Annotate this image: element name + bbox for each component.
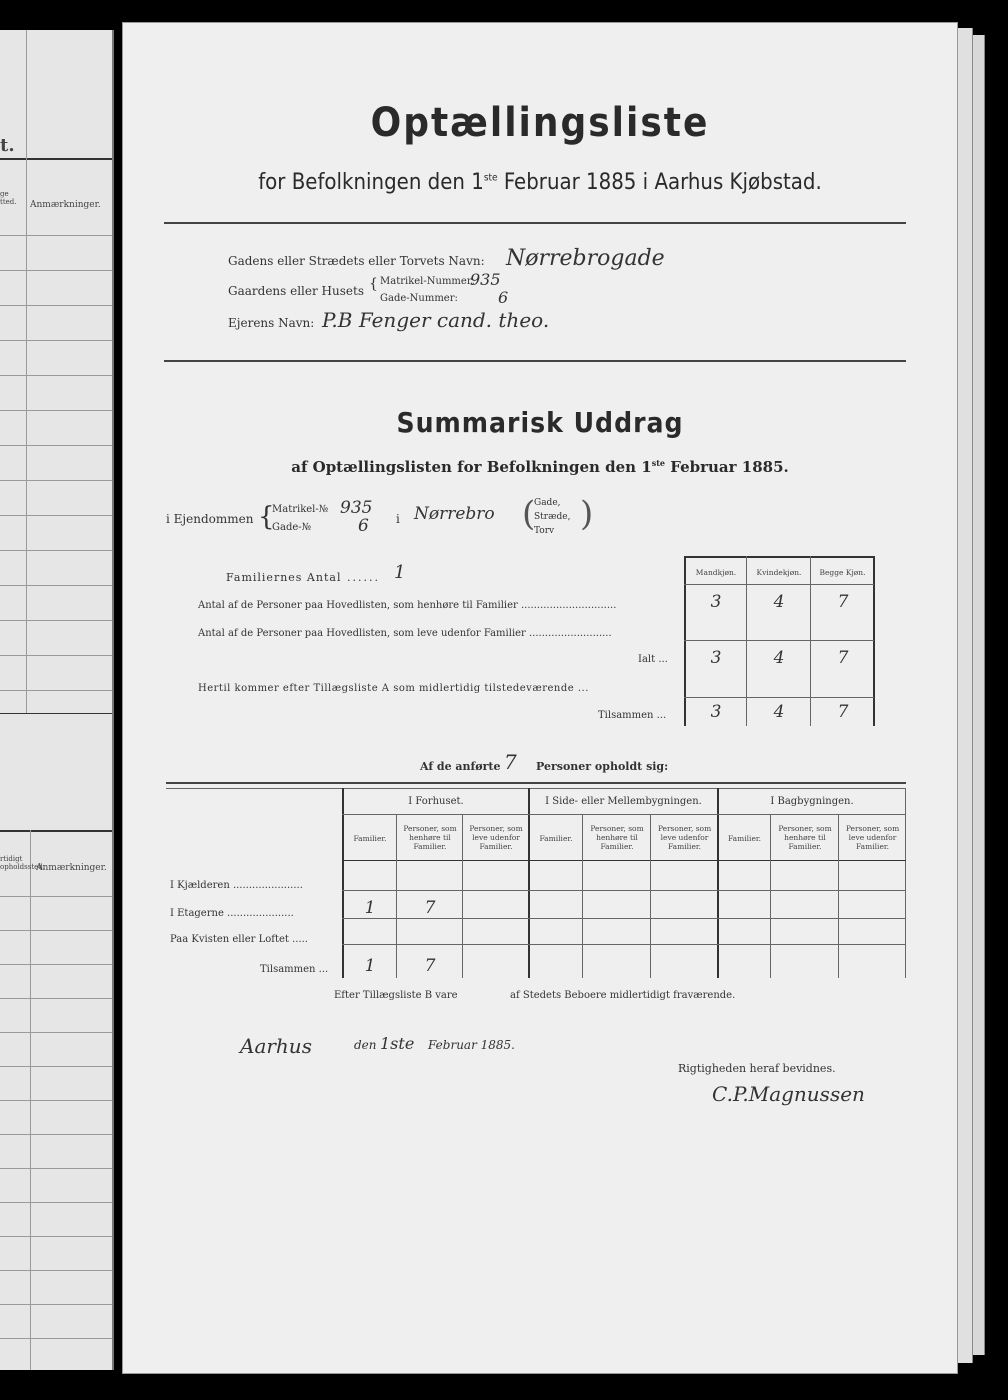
building-row-label: Tilsammen ... [260,964,329,975]
footer-place: Aarhus [240,1034,312,1058]
sub-header-persons-out: Personer, som leve udenfor Familier. [657,824,712,851]
summary-gade-label: Gade-№ [272,522,312,533]
footnote-b: af Stedets Beboere midlertidigt fraværende. [510,990,736,1001]
subtitle-sup: ste [483,172,498,184]
summary-matrikel-label: Matrikel-№ [272,504,329,515]
left-page-edge [0,30,114,1370]
type-option-torv: Torv [534,526,555,536]
street-value: Nørrebrogade [506,246,665,271]
families-label-text: Familiernes Antal [226,571,342,584]
page-subtitle [122,170,958,195]
col-header-female: Kvindekjøn. [756,568,802,577]
attest-text: Rigtigheden heraf bevidnes. [678,1062,836,1075]
sub-header-families: Familier. [727,834,762,843]
opholdt-pre: Af de anførte [420,760,501,773]
brace: ) [580,494,594,534]
building-value: 1 [364,898,376,918]
footer-date-rest: Februar 1885. [428,1038,515,1052]
footer-den: den [354,1038,377,1052]
subtitle-pre: for Befolkningen den 1 [258,170,484,195]
summary-i-label: i [396,512,400,526]
building-row-label: I Kjælderen ...................... [170,880,303,891]
count-row-label-text: Hertil kommer efter Tillægsliste A som midlertidig tilstedeværende [198,683,575,694]
street-label: Gadens eller Strædets eller Torvets Navn: [228,254,485,268]
families-value: 1 [394,562,406,583]
count-row-label: Hertil kommer efter Tillægsliste A som midlertidig tilstedeværende ... [198,683,589,694]
building-row-label-text: Paa Kvisten eller Loftet [170,934,289,945]
footnote-a: Efter Tillægsliste B vare [334,990,458,1001]
subtitle-post: Februar 1885 i Aarhus Kjøbstad. [497,170,822,195]
count-row-label-text: Tilsammen [598,710,654,721]
summary-subtitle-post: Februar 1885. [665,458,789,476]
brace: { [369,276,378,292]
count-value: 3 [710,648,722,668]
gade-label: Gade-Nummer: [380,293,458,304]
opholdt-value: 7 [504,750,517,774]
summary-subtitle-sup: ste [651,458,666,468]
brace: { [258,502,275,532]
type-option-straede: Stræde, [534,512,571,522]
building-value: 7 [424,898,436,918]
count-row-label-text: Ialt [638,654,656,665]
left-col-header-a: ge tted. [0,190,17,206]
count-value: 4 [773,648,785,668]
group-header-back: I Bagbygningen. [770,796,854,807]
summary-subtitle-pre: af Optællingslisten for Befolkningen den 1 [291,458,652,476]
owner-value: P.B Fenger cand. theo. [322,308,550,332]
building-value: 7 [424,956,436,976]
count-row-label: Tilsammen ... [598,710,667,721]
divider [164,360,906,362]
count-value: 7 [837,648,849,668]
building-row-label-text: I Etagerne [170,908,224,919]
house-label: Gaardens eller Husets [228,284,364,298]
sub-header-persons-in: Personer, som henhøre til Familier. [778,824,832,851]
summary-place-value: Nørrebro [414,504,495,524]
count-row-label: Antal af de Personer paa Hovedlisten, som henhøre til Familier .............................. [198,600,617,611]
building-row-label-text: I Kjælderen [170,880,230,891]
divider [164,222,906,224]
count-row-label-text: Antal af de Personer paa Hovedlisten, som henhøre til Familier [198,600,518,611]
building-row-label: Paa Kvisten eller Loftet ..... [170,934,308,945]
sub-header-persons-out: Personer, som leve udenfor Familier. [469,824,523,851]
page-title: Optællingsliste [370,100,710,146]
opholdt-post: Personer opholdt sig: [536,760,669,773]
count-value: 3 [710,702,722,722]
census-form-page [122,22,958,1374]
left-col-header-c: rtidigt opholdssted. [0,855,45,871]
count-row-label-text: Antal af de Personer paa Hovedlisten, som leve udenfor Familier [198,628,526,639]
count-value: 7 [837,592,849,612]
count-value: 4 [773,702,785,722]
sub-header-persons-in: Personer, som henhøre til Familier. [403,824,457,851]
sub-header-families: Familier. [353,834,387,843]
building-row-label: I Etagerne ..................... [170,908,294,919]
count-value: 3 [710,592,722,612]
footer-date-day: 1ste [380,1034,415,1053]
sub-header-families: Familier. [539,834,573,843]
count-row-label: Antal af de Personer paa Hovedlisten, som leve udenfor Familier .......................... [198,628,612,639]
left-col-header-b: Anmærkninger. [30,200,101,210]
divider [166,782,906,784]
summary-title: Summarisk Uddrag [396,406,684,439]
brace: ( [522,494,536,534]
summary-matrikel-value: 935 [340,498,373,518]
count-value: 7 [837,702,849,722]
group-header-front: I Forhuset. [408,796,464,807]
sub-header-persons-out: Personer, som leve udenfor Familier. [845,824,900,851]
summary-subtitle [122,458,958,476]
type-option-gade: Gade, [534,498,561,508]
col-header-male: Mandkjøn. [695,568,737,577]
count-value: 4 [773,592,785,612]
matrikel-value: 935 [470,270,501,289]
gade-value: 6 [498,288,509,307]
property-label: i Ejendommen [166,512,254,526]
owner-label: Ejerens Navn: [228,316,315,330]
families-label: Familiernes Antal ...... [226,571,380,584]
count-row-label: Ialt ... [638,654,668,665]
sub-header-persons-in: Personer, som henhøre til Familier. [590,824,644,851]
group-header-side: I Side- eller Mellembygningen. [545,796,702,807]
building-row-label-text: Tilsammen [260,964,316,975]
left-page-header-fragment: t. [0,135,15,156]
summary-gade-value: 6 [358,516,369,536]
matrikel-label: Matrikel-Nummer: [380,276,475,287]
left-col-header-d: Anmærkninger. [36,863,107,873]
signature: C.P.Magnussen [712,1082,865,1106]
building-value: 1 [364,956,376,976]
col-header-both: Begge Kjøn. [819,568,866,577]
